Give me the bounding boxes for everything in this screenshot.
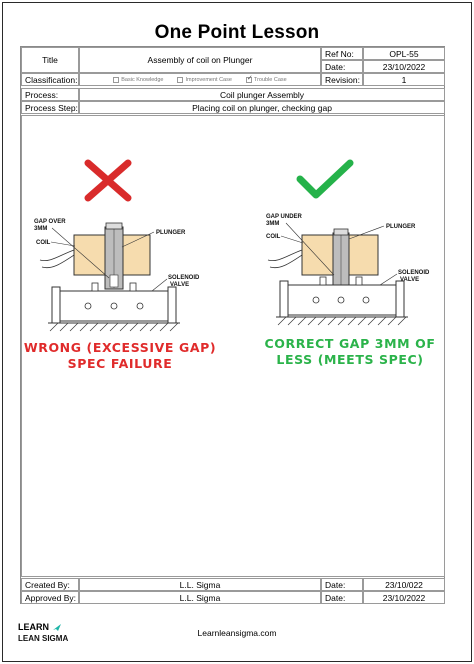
title-value: Assembly of coil on Plunger <box>79 47 321 73</box>
process-step-label: Process Step: <box>21 101 79 114</box>
page-title: One Point Lesson <box>154 22 320 43</box>
ref-label: Ref No: <box>321 47 363 60</box>
website-link[interactable]: Learnleansigma.com <box>197 628 277 638</box>
svg-text:3MM: 3MM <box>34 226 48 232</box>
created-date-label: Date: <box>321 578 363 591</box>
process-value: Coil plunger Assembly <box>79 88 445 101</box>
check-mark-icon <box>300 163 350 195</box>
checked-checkbox-icon[interactable] <box>246 77 252 83</box>
wrong-caption-line1: WRONG (EXCESSIVE GAP) <box>23 340 217 355</box>
correct-caption <box>252 336 448 368</box>
wrong-assembly-diagram <box>30 155 210 335</box>
svg-text:GAP OVER: GAP OVER <box>34 219 66 225</box>
approved-date-label: Date: <box>321 591 363 604</box>
svg-text:COIL: COIL <box>266 234 281 240</box>
svg-text:SOLENOID: SOLENOID <box>168 275 200 281</box>
svg-text:COIL: COIL <box>36 240 51 246</box>
svg-text:3MM: 3MM <box>266 221 280 227</box>
date-value: 23/10/2022 <box>363 60 445 73</box>
option-basic-knowledge[interactable]: Basic Knowledge <box>113 77 163 83</box>
process-label: Process: <box>21 88 79 101</box>
revision-value: 1 <box>363 73 445 86</box>
approved-date-value: 23/10/2022 <box>363 591 445 604</box>
svg-text:GAP UNDER: GAP UNDER <box>266 214 302 220</box>
created-by-label: Created By: <box>21 578 79 591</box>
created-by-value: L.L. Sigma <box>79 578 321 591</box>
checkbox-icon[interactable] <box>113 77 119 83</box>
x-mark-icon <box>88 163 128 198</box>
date-label: Date: <box>321 60 363 73</box>
correct-caption-line2: LESS (MEETS SPEC) <box>276 352 424 367</box>
svg-text:VALVE: VALVE <box>400 277 420 283</box>
process-step-value: Placing coil on plunger, checking gap <box>79 101 445 114</box>
wrong-caption-line2: SPEC FAILURE <box>67 356 173 371</box>
correct-assembly-diagram <box>258 155 438 335</box>
logo-line2: LEAN SIGMA <box>18 634 69 643</box>
logo-line1: LEARN <box>18 622 49 632</box>
title-label: Title <box>21 47 79 73</box>
approved-by-value: L.L. Sigma <box>79 591 321 604</box>
svg-text:VALVE: VALVE <box>170 282 190 288</box>
option-trouble-case[interactable]: ✓ Trouble Case <box>246 77 287 83</box>
revision-label: Revision: <box>321 73 363 86</box>
checkbox-icon[interactable] <box>177 77 183 83</box>
classification-label: Classification: <box>21 73 79 86</box>
option-improvement-case[interactable]: Improvement Case <box>177 77 231 83</box>
approved-by-label: Approved By: <box>21 591 79 604</box>
svg-text:PLUNGER: PLUNGER <box>156 230 186 236</box>
correct-caption-line1: CORRECT GAP 3MM OF <box>264 336 436 351</box>
ref-value: OPL-55 <box>363 47 445 60</box>
created-date-value: 23/10/022 <box>363 578 445 591</box>
svg-text:SOLENOID: SOLENOID <box>398 270 430 276</box>
svg-text:PLUNGER: PLUNGER <box>386 224 416 230</box>
wrong-caption <box>22 340 218 372</box>
classification-options <box>79 73 321 86</box>
